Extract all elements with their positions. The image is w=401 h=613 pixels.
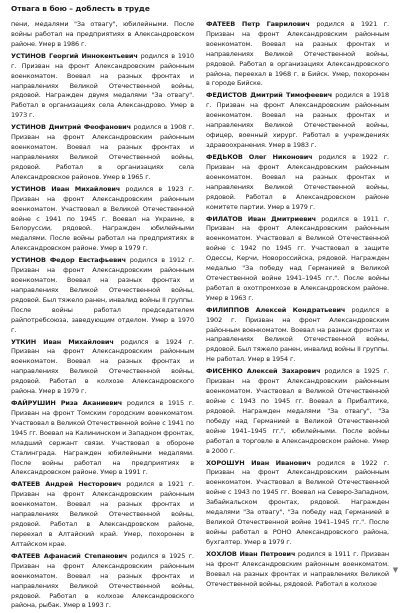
person-name: УСТИНОВ Дмитрий Феофанович: [11, 123, 131, 132]
person-name: ФЕДЬКОВ Олег Никонович: [206, 152, 313, 161]
biography-text: родился в 1911 г. Призван на фронт Александровским районным военкоматом. Участвовал в Великой Отечественной войне с 1942 по 1945 гг. Участвовал в защите Одессы, Керчи, Новороссийска, рядовой. Награжден медалью "За победу над Германией в Великой Отечественной войне 1941–1945 гг.". После войны работал в охотпромхозе в Александровском районе. Умер в 1963 г.: [206, 214, 389, 302]
biography-entry: [11, 123, 194, 182]
biography-text: родился в 1923 г. Призван на фронт Александровским районным военкоматом. Участвовал в Великой Отечественной войне с 1941 по 1945 г. Воевал на Украине, в Белоруссии, рядовой. Награжден юбилейными медалями. После войны работал на предприятиях в Александровском районе. Умер в 1979 г.: [11, 184, 194, 253]
biography-entry: [11, 399, 194, 478]
biography-entry: [206, 306, 389, 365]
person-name: ХОРОШУН Иван Иванович: [206, 458, 311, 467]
person-name: УСТИНОВ Федор Евстафьевич: [11, 256, 126, 265]
biography-text: родился в 1925 г. Призван на фронт Александровским районным военкоматом. Воевал на разных фронтах и направлениях Великой Отечественной войны, рядовой. Работал в колхозе Александровского района, рыбак. Умер в 1993 г.: [11, 551, 194, 610]
person-name: ФАТЕЕВ Афанасий Степанович: [11, 551, 128, 560]
biography-entry: [11, 480, 194, 549]
biography-entry: [11, 185, 194, 254]
biography-entry: [11, 338, 194, 397]
biography-text: родился в 1921 г. Призван на фронт Александровским районным военкоматом. Воевал на разных фронтах и направлениях Великой Отечественной войны, рядовой. Работал в Александровском районе, переехал в Алтайский край. Умер, похоронен в Алтайском крае.: [11, 480, 195, 548]
biography-text: родился в 1902 г. Призван на фронт Александровским районным военкоматом. Воевал на разных фронтах и направлениях Великой Отечественной войны, рядовой. Был тяжело ранен, инвалид войны II группы. Не работал. Умер в 1954 г.: [206, 305, 390, 364]
person-name: ФИЛАТОВ Иван Дмитриевич: [206, 214, 317, 223]
biography-text: родился в 1918 г. Призван на фронт Александровским районным военкоматом. Воевал на разных фронтах и направлениях Великой Отечественной войны, офицер, военный хирург. Работал в учреждениях здравоохранения. Умер в 1983 г.: [206, 91, 389, 149]
person-name: ФЕДИСТОВ Дмитрий Тимофеевич: [206, 91, 333, 100]
biography-text: родился в 1911 г. Призван на фронт Александровским районным военкоматом. Воевал на разных фронтах и направлениях Великой Отечественной войны, рядовой. Работал в колхозе: [206, 549, 389, 588]
person-name: ФИЛИППОВ Алексей Кондратьевич: [206, 305, 346, 314]
biography-text: родился в 1922 г. Призван на фронт Александровским районным военкоматом. Участвовал в Великой Отечественной войне с 1943 по 1945 гг. Воевал на Северо-Западном, Забайкальском фронтах, рядовой. Награжден медалями "За отвагу", "За победу над Германией в Великой Отечественной войне 1941–1945 гг.". После войны работал в РОНО Александровского района, бухгалтер. Умер в 1979 г.: [206, 458, 389, 546]
person-name: УСТИНОВ Иван Михайлович: [11, 184, 121, 193]
biography-text: родился в 1921 г. Призван на фронт Александровским районным военкоматом. Воевал на разных фронтах и направлениях Великой Отечественной войны, рядовой. Работал в организациях Александровского района, переехал в 1968 г. в Бийск. Умер, похоронен в городе Бийске.: [206, 20, 389, 88]
biography-text: родился в 1910 г. Призван на фронт Александровским районным военкоматом. Воевал на разных фронтах и направлениях Великой Отечественной войны, рядовой. Награжден двумя медалями "За отвагу". Работал в организациях села Александрово. Умер в 1973 г.: [11, 51, 194, 120]
biography-entry: [206, 153, 389, 212]
biography-entry: [206, 91, 389, 150]
person-name: ФАЙРУШИН Риза Аканиевич: [11, 399, 123, 408]
person-name: ФИСЕНКО Алексей Захарович: [206, 367, 321, 376]
biography-text: родился в 1915 г. Призван на фронт Томским городским военкоматом. Участвовал в Великой Отечественной войне с 1941 по 1945 гг. Воевал на Калининском и Западном фронтах, младший сержант связи. Участвовал в обороне Сталинграда. Награжден юбилейными медалями. После войны работал на предприятиях в Александровском районе. Умер в 1991 г.: [11, 399, 194, 477]
section-header-title: Отвага в бою – доблесть в труде: [11, 4, 150, 13]
person-name: УСТИНОВ Георгий Иннокентьевич: [11, 51, 138, 60]
biography-entry: [11, 256, 194, 335]
biography-text: родился в 1908 г. Призван на фронт Александровским районным военкоматом. Воевал на разных фронтах и направлениях Великой Отечественной войны, рядовой. Работал в организациях села Александровское районов. Умер в 1965 г.: [11, 123, 195, 181]
biography-entry: [206, 550, 389, 590]
biography-text: пени, медалями "За отвагу", юбилейными. После войны работал на предприятиях в Александровском районе. Умер в 1986 г.: [11, 20, 194, 48]
scroll-down-arrow-icon[interactable]: ▼: [392, 566, 399, 574]
right-text-column: [206, 20, 389, 592]
biography-entry: [206, 459, 389, 548]
biography-entry: [206, 20, 389, 89]
biography-entry: [206, 215, 389, 304]
biography-entry: [11, 20, 194, 50]
biography-entry: [11, 52, 194, 121]
biography-entry: [11, 552, 194, 611]
left-text-column: [11, 20, 194, 613]
biography-entry: [206, 367, 389, 456]
biography-text: родился в 1912 г. Призван на фронт Александровским районным военкоматом. Воевал на разных фронтах и направлениях Великой Отечественной войны, рядовой. Был тяжело ранен, инвалид войны II группы. После войны работал председателем райпотребсоюза, заведующим отделом. Умер в 1970 г.: [11, 256, 194, 334]
person-name: ФАТЕЕВ Андрей Несторович: [11, 480, 122, 489]
biography-text: родился в 1925 г. Призван на фронт Александровским районным военкоматом. Участвовал в Великой Отечественной войне с 1943 по 1945 гг. Воевал в Прибалтике, рядовой. Награжден медалями "За отвагу", "За победу над Германией в Великой Отечественной войне 1941–1945 гг.", юбилейными. После войны работал в торговле в Александровском районе. Умер в 2000 г.: [206, 367, 389, 455]
person-name: УТКИН Иван Михайлович: [11, 337, 114, 346]
person-name: ХОХЛОВ Иван Петрович: [206, 549, 296, 558]
biography-text: родился в 1924 г. Призван на фронт Александровским районным военкоматом. Воевал на разных фронтах и направлениях Великой Отечественной войны, рядовой. Работал в колхозе Александровского района. Умер в 1979 г.: [11, 337, 194, 396]
person-name: ФАТЕЕВ Петр Гаврилович: [206, 20, 310, 28]
biography-text: родился в 1922 г. Призван на фронт Александровским районным военкоматом. Воевал на разных фронтах и направлениях Великой Отечественной войны, рядовой. Работал в Александровском районе комитете партии. Умер в 1979 г.: [206, 152, 389, 211]
